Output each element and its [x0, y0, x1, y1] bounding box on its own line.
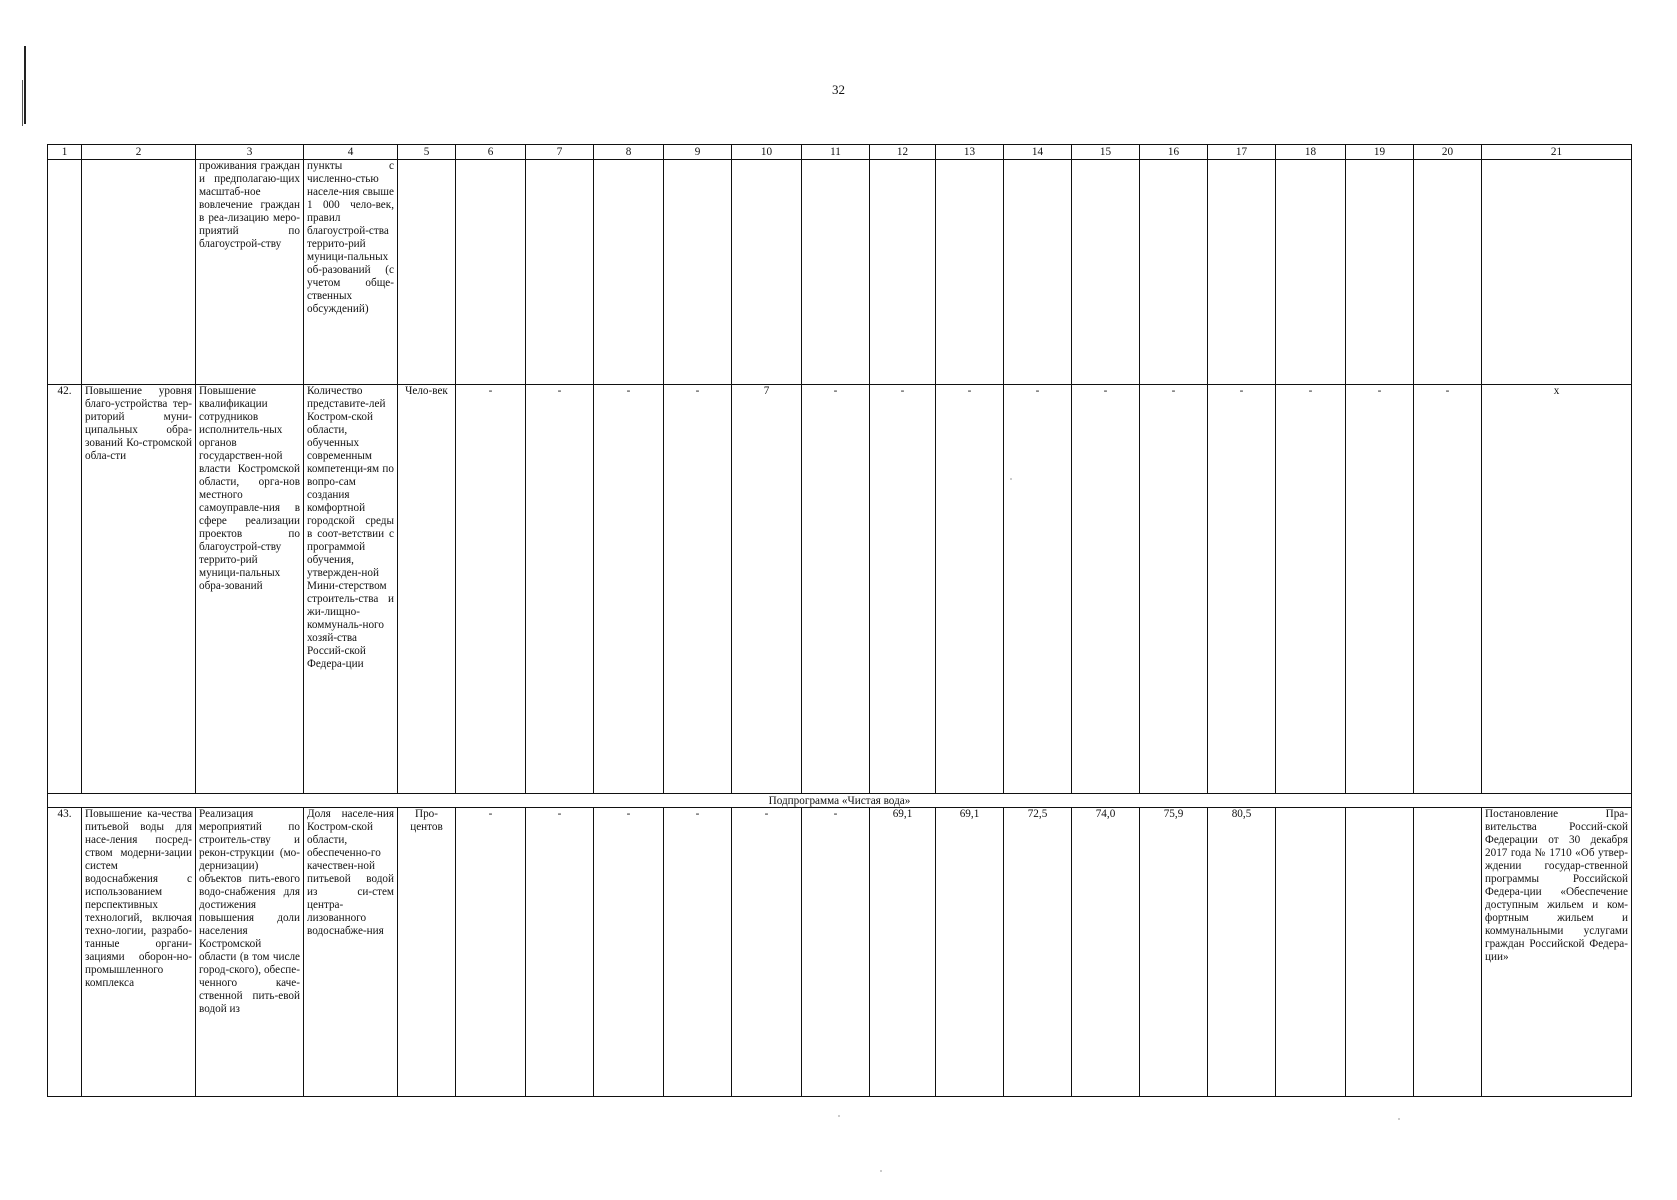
value-cell: - [526, 385, 594, 794]
page-number: 32 [832, 82, 845, 97]
value-cell [1208, 160, 1276, 385]
task-cell: Повышение квалификации сотрудников исполнитель-ных органов государствен-ной власти Костромской области, орга-нов местного самоуправле-ния в сфере реализации проектов по благоустрой-ству террито-рий муници-пальных обра-зований [196, 385, 304, 794]
table-row [48, 385, 1632, 794]
goal-cell [82, 160, 196, 385]
column-number: 4 [304, 145, 398, 160]
row-number-cell: 42. [48, 385, 82, 794]
value-cell [732, 160, 802, 385]
column-number: 8 [594, 145, 664, 160]
column-number: 14 [1004, 145, 1072, 160]
column-number: 19 [1346, 145, 1414, 160]
task-cell: Реализация мероприятий по строитель-ству и рекон-струкции (мо-дернизации) объектов пить-евого водо-снабжения для достижения повышения доли населения Костромской области (в том числе город-ского), обеспе-ченного каче-ственной пить-евой водой из [196, 808, 304, 1097]
value-cell: - [1140, 385, 1208, 794]
value-cell [1414, 160, 1482, 385]
value-cell [526, 160, 594, 385]
value-cell: - [594, 808, 664, 1097]
value-cell [664, 160, 732, 385]
value-cell [1072, 160, 1140, 385]
value-cell [1414, 808, 1482, 1097]
value-cell [594, 160, 664, 385]
value-cell: - [1414, 385, 1482, 794]
value-cell: - [456, 808, 526, 1097]
column-number: 12 [870, 145, 936, 160]
goal-cell: Повышение уровня благо-устройства тер-риторий муни-ципальных обра-зований Ко-стромской обла-сти [82, 385, 196, 794]
value-cell [1346, 808, 1414, 1097]
value-cell [1140, 160, 1208, 385]
column-number: 5 [398, 145, 456, 160]
column-number: 9 [664, 145, 732, 160]
value-cell: 80,5 [1208, 808, 1276, 1097]
column-number: 11 [802, 145, 870, 160]
value-cell: - [1004, 385, 1072, 794]
value-cell: 69,1 [936, 808, 1004, 1097]
value-cell: - [664, 385, 732, 794]
table-row [48, 808, 1632, 1097]
indicator-table [47, 144, 1632, 1097]
value-cell [456, 160, 526, 385]
subprogram-row [48, 794, 1632, 808]
source-cell [1482, 160, 1632, 385]
column-number: 17 [1208, 145, 1276, 160]
value-cell: - [802, 385, 870, 794]
value-cell: - [802, 808, 870, 1097]
value-cell [1346, 160, 1414, 385]
unit-cell: Про-центов [398, 808, 456, 1097]
source-cell: х [1482, 385, 1632, 794]
column-number: 6 [456, 145, 526, 160]
value-cell: - [594, 385, 664, 794]
value-cell: 74,0 [1072, 808, 1140, 1097]
value-cell [870, 160, 936, 385]
scan-speck [838, 1115, 840, 1117]
column-number: 10 [732, 145, 802, 160]
value-cell [802, 160, 870, 385]
source-cell: Постановление Пра-вительства Россий-ской Федерации от 30 декабря 2017 года № 1710 «Об утвер-ждении государ-ственной программы Российской Федера-ции «Обеспечение доступным жильем и ком-фортным жильем и коммунальными услугами граждан Российской Федера-ции» [1482, 808, 1632, 1097]
value-cell [1276, 808, 1346, 1097]
value-cell: - [526, 808, 594, 1097]
column-number: 2 [82, 145, 196, 160]
column-number: 16 [1140, 145, 1208, 160]
task-cell: проживания граждан и предполагаю-щих масштаб-ное вовлечение граждан в реа-лизацию меро-приятий по благоустрой-ству [196, 160, 304, 385]
table-row [48, 160, 1632, 385]
scan-speck [880, 1170, 882, 1172]
value-cell [1276, 160, 1346, 385]
value-cell: - [870, 385, 936, 794]
value-cell [1004, 160, 1072, 385]
indicator-cell: пункты с численно-стью населе-ния свыше 1 000 чело-век, правил благоустрой-ства террито-рий муници-пальных об-разований (с учетом обще-ственных обсуждений) [304, 160, 398, 385]
value-cell: - [732, 808, 802, 1097]
value-cell [936, 160, 1004, 385]
column-number: 21 [1482, 145, 1632, 160]
column-number: 18 [1276, 145, 1346, 160]
unit-cell [398, 160, 456, 385]
indicator-cell: Доля населе-ния Костром-ской области, обеспеченно-го качествен-ной питьевой водой из си-стем центра-лизованного водоснабже-ния [304, 808, 398, 1097]
value-cell: - [1208, 385, 1276, 794]
value-cell: - [456, 385, 526, 794]
scan-speck [1398, 1118, 1400, 1120]
column-number: 7 [526, 145, 594, 160]
subprogram-title: Подпрограмма «Чистая вода» [48, 794, 1632, 808]
indicator-cell: Количество представите-лей Костром-ской области, обученных современным компетенци-ям по вопро-сам создания комфортной городской среды в соот-ветствии с программой обучения, утвержден-ной Мини-стерством строитель-ства и жи-лищно-коммуналь-ного хозяй-ства Россий-ской Федера-ции [304, 385, 398, 794]
value-cell: 7 [732, 385, 802, 794]
row-number-cell [48, 160, 82, 385]
unit-cell: Чело-век [398, 385, 456, 794]
value-cell: - [664, 808, 732, 1097]
value-cell: 72,5 [1004, 808, 1072, 1097]
column-number: 3 [196, 145, 304, 160]
value-cell: 75,9 [1140, 808, 1208, 1097]
column-number: 20 [1414, 145, 1482, 160]
column-number: 1 [48, 145, 82, 160]
value-cell: - [1072, 385, 1140, 794]
goal-cell: Повышение ка-чества питьевой воды для насе-ления посред-ством модерни-зации систем водоснабжения с использованием перспективных технологий, включая техно-логии, разрабо-танные органи-зациями оборон-но-промышленного комплекса [82, 808, 196, 1097]
value-cell: - [1276, 385, 1346, 794]
column-number: 13 [936, 145, 1004, 160]
column-number: 15 [1072, 145, 1140, 160]
row-number-cell: 43. [48, 808, 82, 1097]
value-cell: - [936, 385, 1004, 794]
value-cell: - [1346, 385, 1414, 794]
value-cell: 69,1 [870, 808, 936, 1097]
column-number-row [48, 145, 1632, 160]
